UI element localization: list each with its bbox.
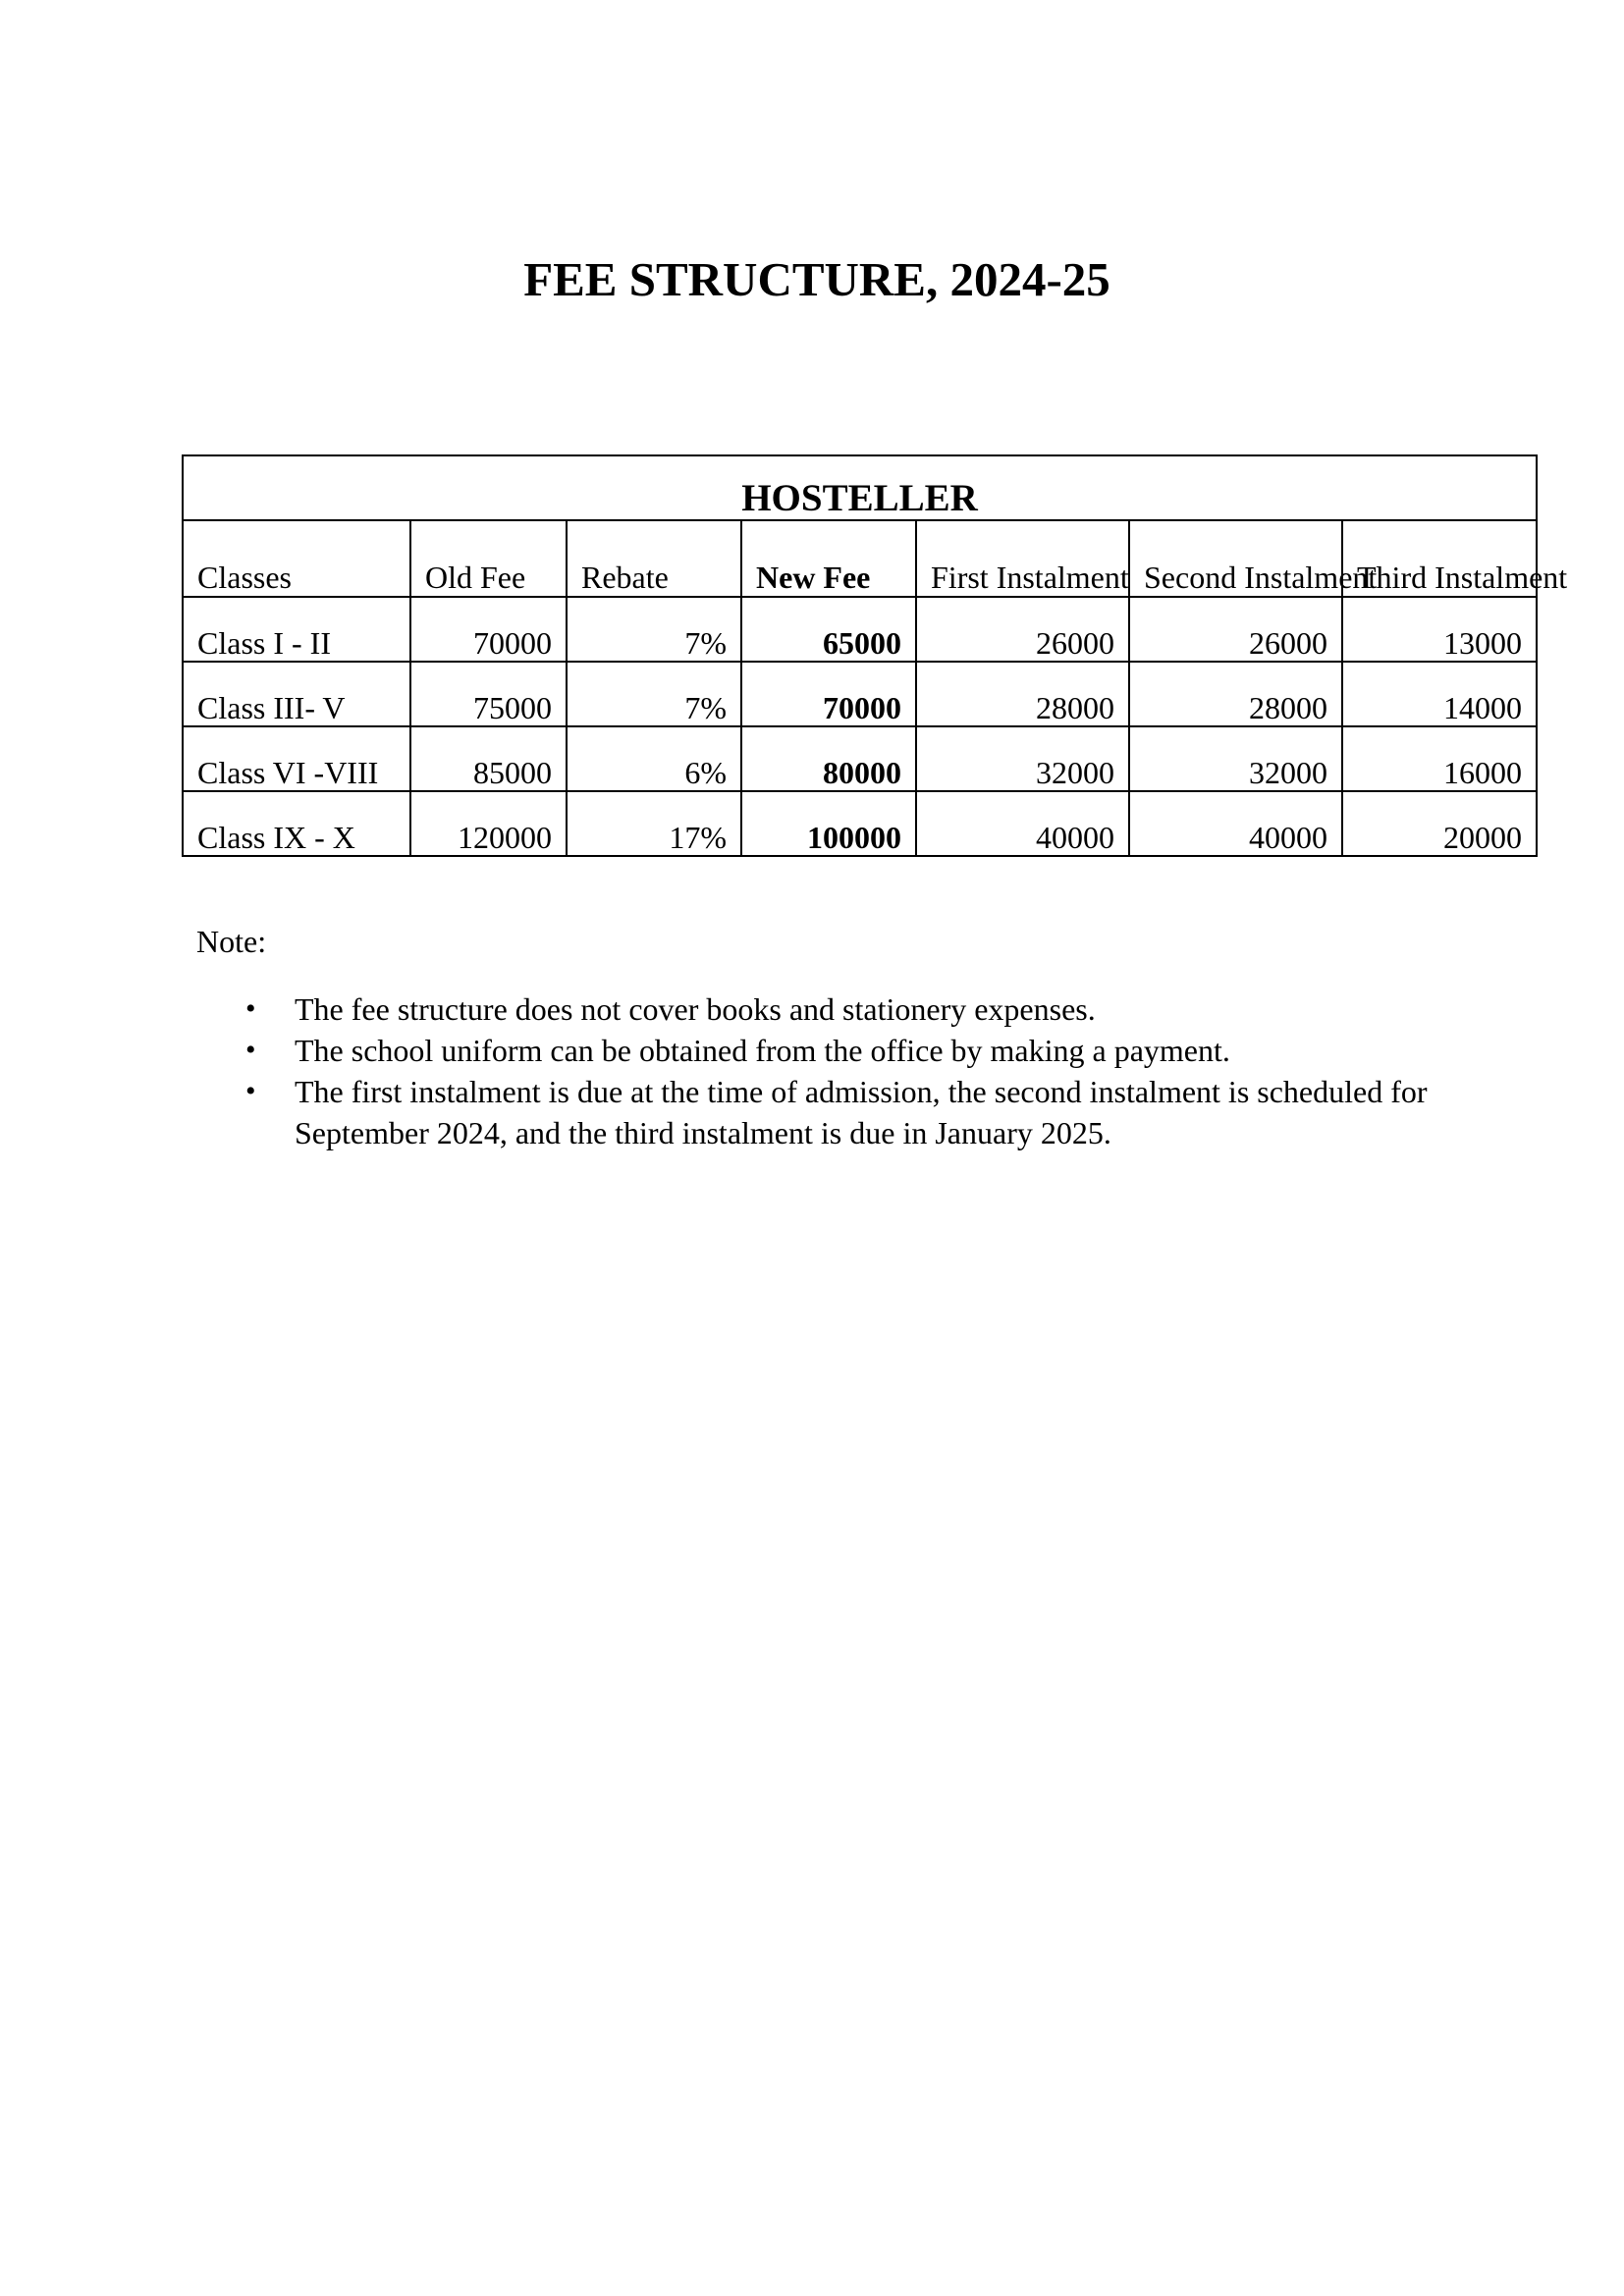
column-header: Old Fee [410, 520, 567, 597]
table-row [183, 791, 1537, 856]
list-item [245, 988, 1483, 1030]
table-cell: 32000 [1129, 726, 1342, 791]
table-cell: 28000 [1129, 662, 1342, 726]
note-label: Note: [196, 924, 267, 959]
table-caption: HOSTELLER [183, 455, 1537, 520]
table-cell: 20000 [1342, 791, 1537, 856]
column-header: Second Instalment [1129, 520, 1342, 597]
table-cell: 65000 [741, 597, 916, 662]
table-cell: 32000 [916, 726, 1129, 791]
page-title: FEE STRUCTURE, 2024-25 [523, 252, 1110, 306]
note-list [245, 988, 1483, 1153]
table-cell: 120000 [410, 791, 567, 856]
table-cell: 85000 [410, 726, 567, 791]
table-cell: 80000 [741, 726, 916, 791]
table-row [183, 597, 1537, 662]
table-cell: 70000 [410, 597, 567, 662]
table-cell: Class I - II [183, 597, 410, 662]
table-cell: 14000 [1342, 662, 1537, 726]
note-text: The first instalment is due at the time of admission, the second instalment is scheduled for September 2024, and the third instalment is due in January 2025. [295, 1074, 1428, 1150]
fee-table [182, 454, 1568, 857]
bullet-icon: • [245, 1075, 256, 1107]
column-header: Rebate [567, 520, 741, 597]
list-item [245, 1071, 1483, 1153]
table-cell: 40000 [1129, 791, 1342, 856]
column-header: Classes [183, 520, 410, 597]
table-cell: 26000 [1129, 597, 1342, 662]
table-cell: 100000 [741, 791, 916, 856]
table-cell: 16000 [1342, 726, 1537, 791]
table-cell: 7% [567, 662, 741, 726]
table-cell: 6% [567, 726, 741, 791]
column-header: First Instalment [916, 520, 1129, 597]
table-cell: Class IX - X [183, 791, 410, 856]
column-header: New Fee [741, 520, 916, 597]
table-cell: Class III- V [183, 662, 410, 726]
table-cell: 26000 [916, 597, 1129, 662]
bullet-icon: • [245, 992, 256, 1025]
table-row [183, 726, 1537, 791]
table-cell: 28000 [916, 662, 1129, 726]
table-cell: 13000 [1342, 597, 1537, 662]
list-item [245, 1030, 1483, 1071]
table-cell: 75000 [410, 662, 567, 726]
table-cell: Class VI -VIII [183, 726, 410, 791]
column-header: Third Instalment [1342, 520, 1537, 597]
table-cell: 70000 [741, 662, 916, 726]
table-row [183, 662, 1537, 726]
note-text: The fee structure does not cover books and stationery expenses. [295, 991, 1096, 1027]
table-header-row [183, 520, 1537, 597]
note-text: The school uniform can be obtained from the office by making a payment. [295, 1033, 1230, 1068]
table-cell: 7% [567, 597, 741, 662]
table-cell: 40000 [916, 791, 1129, 856]
table-cell: 17% [567, 791, 741, 856]
bullet-icon: • [245, 1034, 256, 1066]
